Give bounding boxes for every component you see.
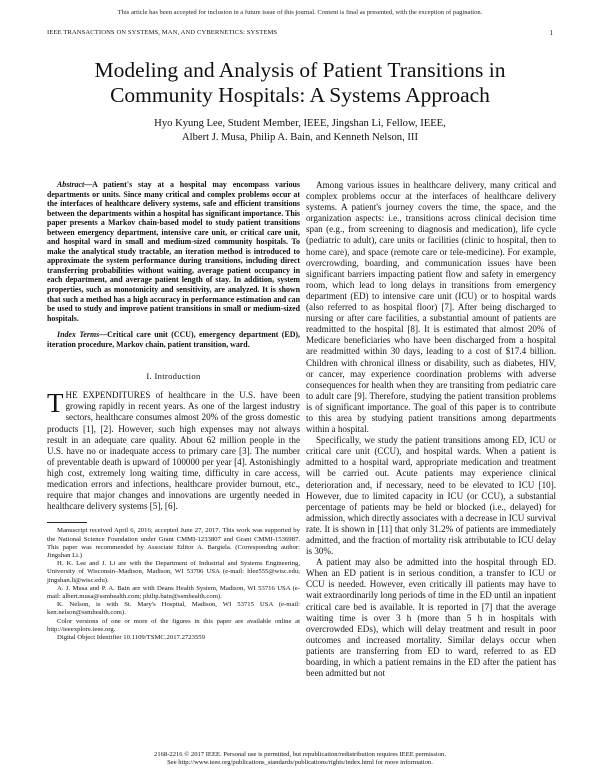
page-number: 1 (549, 29, 553, 37)
drop-cap: T (47, 388, 64, 419)
intro-paragraph-1 (47, 390, 300, 512)
footnote-affiliation-nelson: K. Nelson, is with St. Mary's Hospital, Madison, WI 53715 USA (e-mail: ken.nelson@ssmhealth.com). (47, 601, 300, 617)
body-paragraph-2: Specifically, we study the patient transitions among ED, ICU or critical care unit (CCU), and hospital wards. When a patient is admitted to a hospital ward, appropriate medication and treatment will be carried out. Acute patients may experience clinical deterioration and, if necessary, need to be elevated to ICU [10]. However, due to limited capacity in ICU (or CCU), a substantial percentage of patients may be held or blocked (i.e., delayed) for admission, which directly associates with a decrease in ICU survival rate. It is shown in [11] that only 31.2% of patients are immediately admitted, and the fraction of mortality risk attributable to ICU delay is 30%. (306, 435, 556, 557)
title-line-1: Modeling and Analysis of Patient Transitions in (94, 58, 506, 82)
index-terms-text: —Critical care unit (CCU), emergency department (ED), iteration procedure, Markov chain, patient transition, ward. (47, 330, 300, 349)
copyright-footer (0, 751, 600, 767)
intro-paragraph-1-text: HE EXPENDITURES of healthcare in the U.S. have been growing rapidly in recent years. As one of the largest industry sectors, healthcare consumes almost 20% of the gross domestic products [1], [2]. However, such high expenses may not always result in an adequate care quality. About 62 million people in the U.S. have no or inadequate access to primary care [3]. The number of preventable death is upward of 100000 per year [4]. Astonishingly high cost, extremely long waiting time, difficulty in care access, medication errors and infections, healthcare provider burnout, etc., require that major changes and innovations are urgently needed in healthcare delivery systems [5], [6]. (47, 390, 300, 512)
paper-title (40, 58, 560, 108)
section-heading-introduction: I. Introduction (146, 371, 201, 382)
abstract-lead: Abstract (57, 180, 85, 189)
index-terms (47, 330, 300, 349)
left-column (47, 180, 300, 642)
author-list (40, 117, 560, 145)
abstract (47, 180, 300, 323)
authors-line-2: Albert J. Musa, Philip A. Bain, and Kenneth Nelson, III (182, 132, 418, 143)
footnote-doi: Digital Object Identifier 10.1109/TSMC.2017.2723559 (57, 633, 205, 641)
acceptance-banner: This article has been accepted for inclusion in a future issue of this journal. Content is final as presented, with the exception of pagination. (117, 9, 483, 16)
footer-line-2: See http://www.ieee.org/publications_standards/publications/rights/index.html for more information. (167, 759, 433, 766)
footer-line-1: 2168-2216 © 2017 IEEE. Personal use is permitted, but republication/redistribution requires IEEE permission. (154, 751, 446, 758)
authors-line-1: Hyo Kyung Lee, Student Member, IEEE, Jingshan Li, Fellow, IEEE, (154, 118, 446, 129)
title-line-2: Community Hospitals: A Systems Approach (110, 83, 490, 107)
footnote-affiliation-lee-li: H. K. Lee and J. Li are with the Department of Industrial and Systems Engineering, University of Wisconsin–Madison, Madison, WI 53706 USA (e-mail: hlee555@wisc.edu; jingshan.li@wisc.edu). (47, 560, 300, 584)
body-paragraph-1: Among various issues in healthcare delivery, many critical and complex problems occur at the interfaces of healthcare delivery systems. A patient's journey covers the time, the space, and the organization aspects: i.e., transitions across clinical decision time span (e.g., from screening to diagnosis and medication), life cycle (pediatric to adult), care units or facilities (clinic to hospital, then to home care), and space (remote care or tele-medicine). For example, overcrowding, boarding, and communication issues have been significant barriers impacting patient flow and safety in emergency room, which lead to long delays in transitions from emergency department (ED) to intensive care unit (ICU) or to hospital wards (also referred to as hospital floor) [7]. After being discharged to nursing or after care facilities, a substantial amount of patients are readmitted to the hospital [8]. It is estimated that almost 20% of Medicare beneficiaries who have been discharged from a hospital are readmitted within 30 days, leading to a cost of $17.4 billion. Children with chronical illness or disability, such as diabetes, HIV, or cancer, may experience coordination problems with adverse consequences for health when they are transiting from pediatric care to adult care [9]. Therefore, studying the patient transition problems is of significant importance. The goal of this paper is to contribute to this area by studying patient transitions among departments within a hospital. (306, 180, 556, 435)
body-paragraph-3: A patient may also be admitted into the hospital through ED. When an ED patient is in serious condition, a transfer to ICU or CCU is needed. However, even critically ill patients may have to wait extraordinarily long periods of time in the ED until an inpatient critical care bed is available. It is reported in [7] that the average waiting time is over 3 h (more than 5 h in hospitals with overcrowded EDs), which will delay treatment and result in poor outcomes and increased mortality. Similar delays occur when patients are transferring from ED to ward, referred to as ED boarding, in which a patient remains in the ED after the patient has been admitted but not (306, 557, 556, 679)
right-column (306, 180, 556, 679)
footnote-affiliation-musa-bain: A. J. Musa and P. A. Bain are with Deans Health System, Madison, WI 53716 USA (e-mail: albert.musa@ssmhealth.com; philip.bain@ssmhealth.com). (47, 584, 300, 600)
abstract-text: —A patient's stay at a hospital may encompass various departments or units. Since many critical and complex problems occur at the interfaces of healthcare delivery systems, safe and efficient transitions between the departments within a hospital has significant importance. This paper presents a Markov chain-based model to study patient transitions between emergency department, intensive care unit, or critical care unit, and hospital ward in small and medium-sized community hospitals. To make the analytical study tractable, an iteration method is introduced to approximate the system performance during transitions, including direct transferring probabilities without waiting, average patient occupancy in each department, and average patient length of stay. In addition, system properties, such as monotonicity and sensitivity, are analyzed. It is shown that such a method has a high accuracy in performance estimation and can be used to study and improve patient transitions in small or medium-sized hospitals. (47, 180, 300, 323)
footnote-manuscript: Manuscript received April 6, 2016; accepted June 27, 2017. This work was supported by the National Science Foundation under Grant CMMI-1233807 and Grant CMMI-1536987. This paper was recommended by Associate Editor A. Bargiela. (Corresponding author: Jingshan Li.) (47, 527, 300, 559)
footnote-color-versions: Color versions of one or more of the figures in this paper are available online at http://ieeexplore.ieee.org. (47, 617, 300, 633)
index-terms-lead: Index Terms (57, 330, 100, 340)
footnotes (47, 527, 300, 642)
footnote-rule (47, 522, 87, 523)
running-head: IEEE TRANSACTIONS ON SYSTEMS, MAN, AND CYBERNETICS: SYSTEMS (47, 29, 278, 36)
